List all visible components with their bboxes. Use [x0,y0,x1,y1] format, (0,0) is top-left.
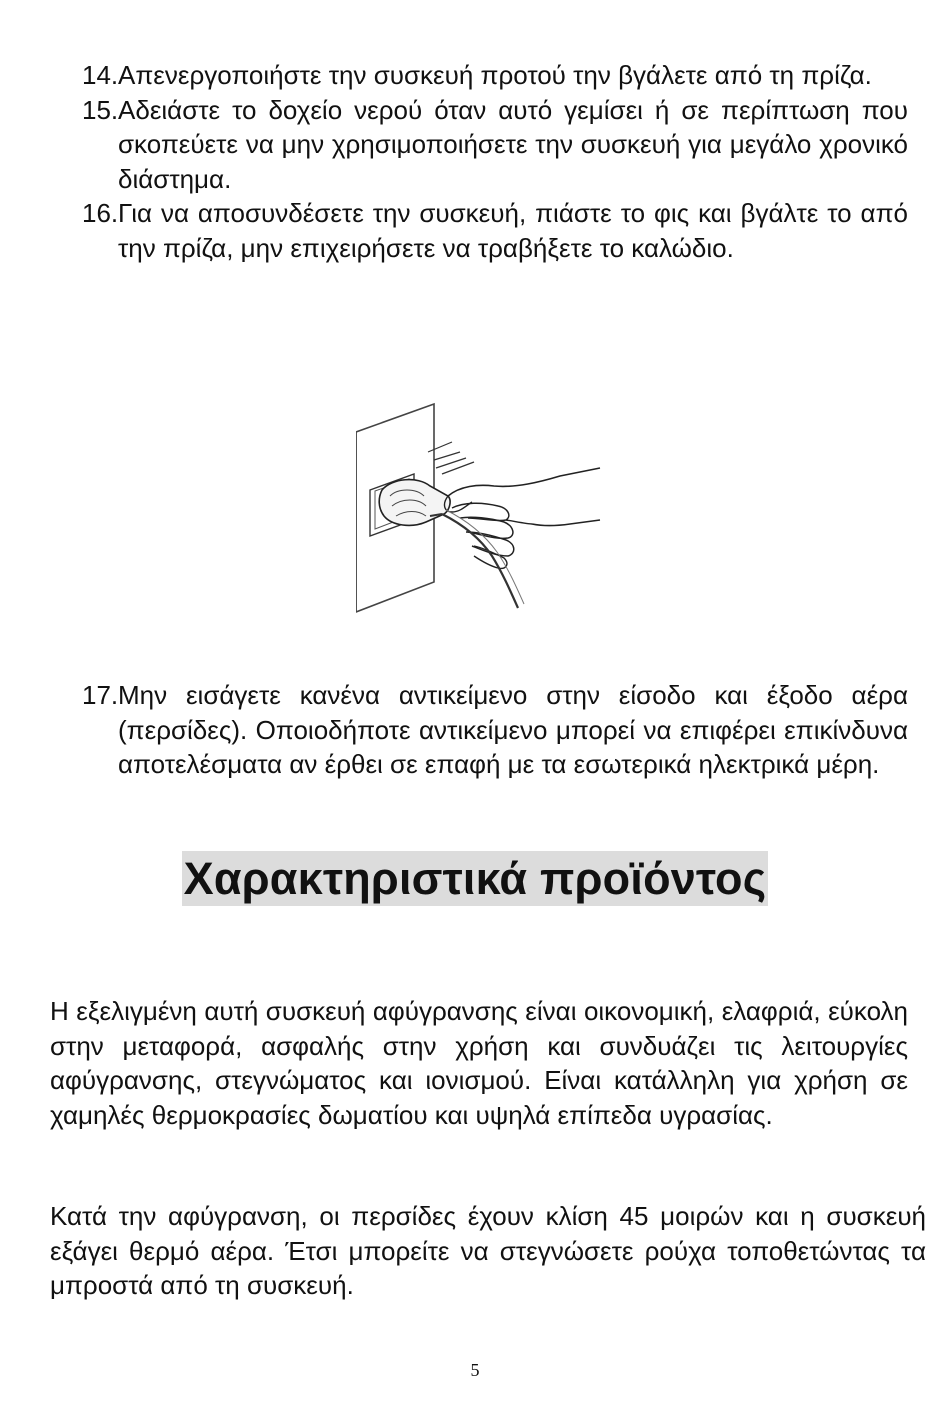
list-item [82,58,908,93]
unplug-from-socket-icon [356,398,608,614]
safety-list-top [82,58,908,265]
list-item-text: Μην εισάγετε κανένα αντικείμενο στην είσοδο και έξοδο αέρα (περσίδες). Οποιοδήποτε αντικείμενο μπορεί να επιφέρει επικίνδυνα αποτελέσματα αν έρθει σε επαφή με τα εσωτερικά ηλεκτρικά μέρη. [118,680,908,779]
list-item-text: Αδειάστε το δοχείο νερού όταν αυτό γεμίσει ή σε περίπτωση που σκοπεύετε να μην χρησιμοποιήσετε την συσκευή για μεγάλο χρονικό διάστημα. [118,94,908,194]
list-item-number: 17. [82,680,119,710]
safety-list-bottom [82,678,908,782]
unplug-illustration [356,398,608,614]
features-paragraph-1: Η εξελιγμένη αυτή συσκευή αφύγρανσης είναι οικονομική, ελαφριά, εύκολη στην μεταφορά, ασφαλής στην χρήση και συνδυάζει τις λειτουργίες αφύγρανσης, στεγνώματος και ιονισμού. Είναι κατάλληλη για χρήση σε χαμηλές θερμοκρασίες δωματίου και υψηλά επίπεδα υγρασίας. [50,996,908,1130]
list-item [82,678,908,782]
list-item-number: 15. [82,94,119,125]
section-heading-wrap [0,851,950,906]
list-item-text: Απενεργοποιήστε την συσκευή προτού την βγάλετε από τη πρίζα. [118,60,872,90]
list-item-number: 16. [82,198,119,228]
features-paragraph-2: Κατά την αφύγρανση, οι περσίδες έχουν κλίση 45 μοιρών και η συσκευή εξάγει θερμό αέρα. Έτσι μπορείτε να στεγνώσετε ρούχα τοποθετώντας τα μπροστά από τη συσκευή. [50,1201,926,1300]
page-number: 5 [470,1360,480,1380]
list-item-text: Για να αποσυνδέσετε την συσκευή, πιάστε το φις και βγάλτε το από την πρίζα, μην επιχειρήσετε να τραβήξετε το καλώδιο. [118,198,908,263]
list-item [82,93,908,197]
list-item [82,196,908,265]
list-item-number: 14. [82,60,119,90]
section-heading: Χαρακτηριστικά προϊόντος [183,853,767,904]
